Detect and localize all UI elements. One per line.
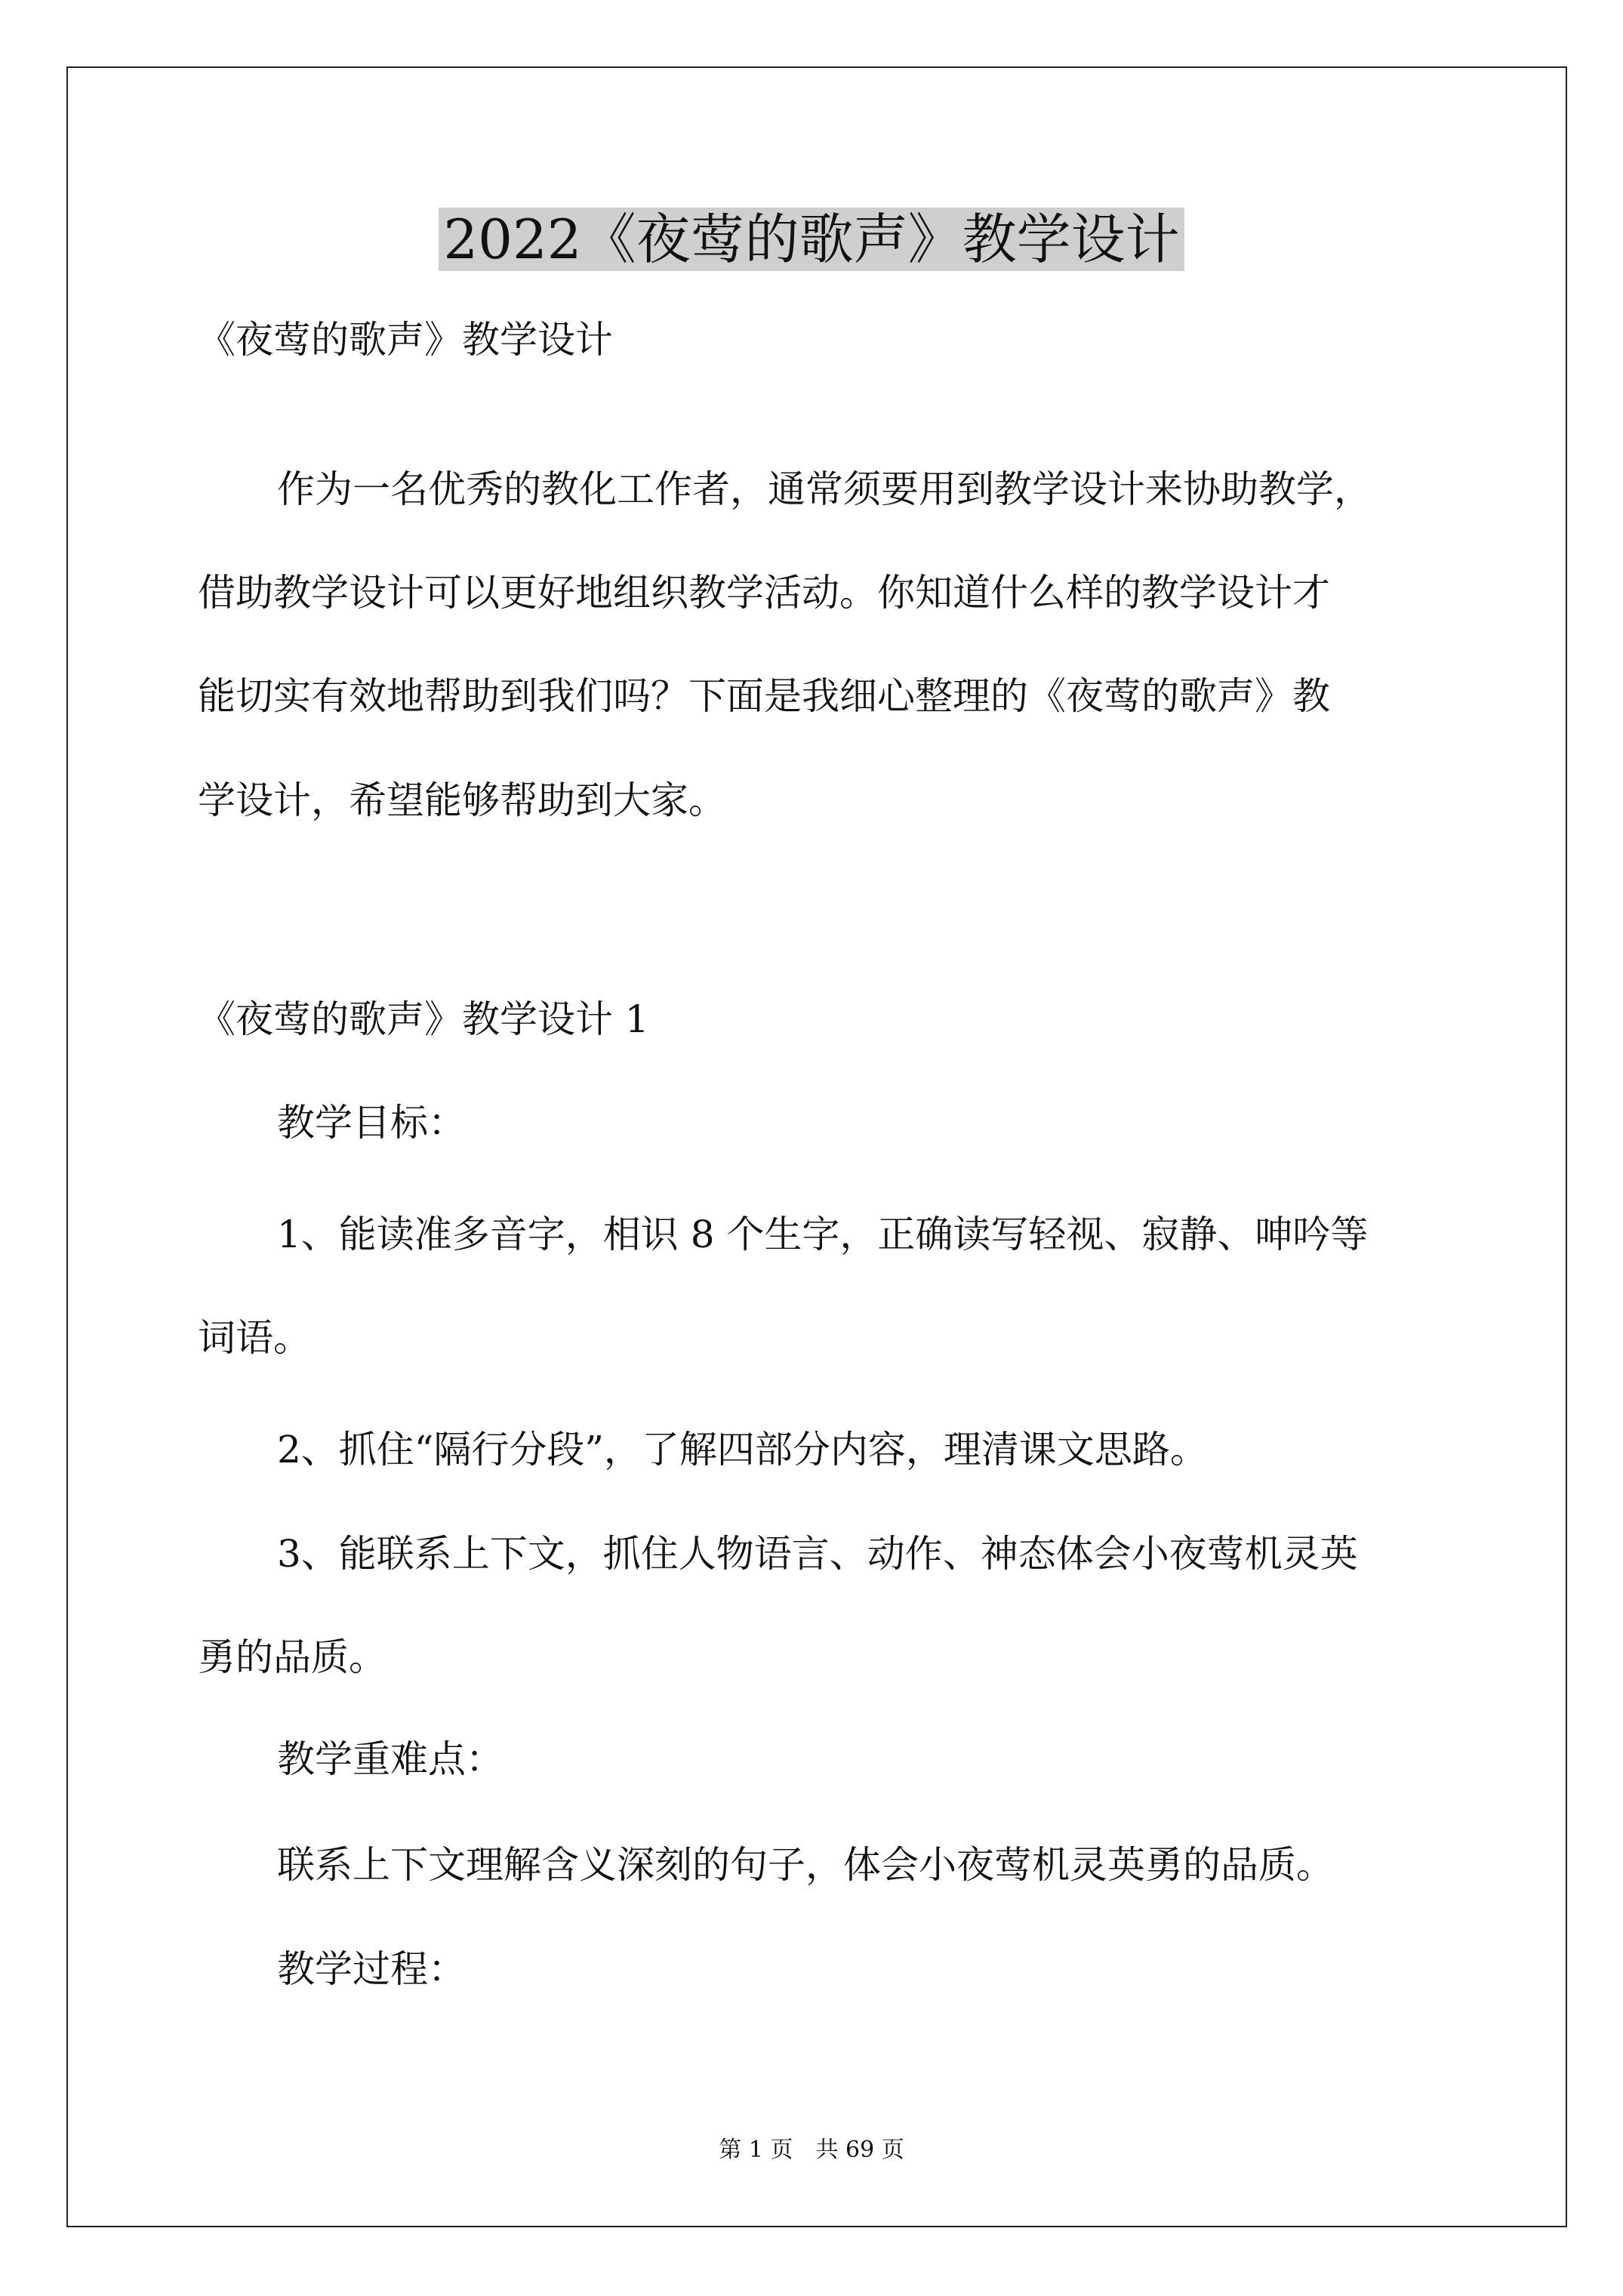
document-title-text: 2022《夜莺的歌声》教学设计 xyxy=(439,208,1184,271)
process-label: 教学过程： xyxy=(277,1947,466,1991)
difficulty-text: 联系上下文理解含义深刻的句子，体会小夜莺机灵英勇的品质。 xyxy=(277,1843,1334,1887)
goal-1-line-1: 1、能读准多音字，相识 8 个生字，正确读写轻视、寂静、呻吟等 xyxy=(277,1213,1369,1256)
goal-3-line-1: 3、能联系上下文，抓住人物语言、动作、神态体会小夜莺机灵英 xyxy=(277,1532,1358,1576)
page-border xyxy=(66,66,1567,2227)
intro-line-3: 能切实有效地帮助到我们吗？下面是我细心整理的《夜莺的歌声》教 xyxy=(198,674,1330,718)
document-title xyxy=(0,198,1623,281)
page-footer: 第 1 页 共 69 页 xyxy=(719,2137,904,2163)
goal-2: 2、抓住“隔行分段”，了解四部分内容，理清课文思路。 xyxy=(277,1428,1208,1472)
goal-3-line-2: 勇的品质。 xyxy=(198,1635,387,1679)
goal-1-line-2: 词语。 xyxy=(198,1316,311,1360)
intro-line-2: 借助教学设计可以更好地组织教学活动。你知道什么样的教学设计才 xyxy=(198,571,1330,615)
subtitle: 《夜莺的歌声》教学设计 xyxy=(198,318,613,362)
intro-line-1: 作为一名优秀的教化工作者，通常须要用到教学设计来协助教学， xyxy=(277,467,1372,511)
intro-line-4: 学设计，希望能够帮助到大家。 xyxy=(198,778,726,822)
section-heading: 《夜莺的歌声》教学设计 1 xyxy=(198,997,649,1041)
difficulty-label: 教学重难点： xyxy=(277,1737,504,1781)
goals-label: 教学目标： xyxy=(277,1101,466,1145)
